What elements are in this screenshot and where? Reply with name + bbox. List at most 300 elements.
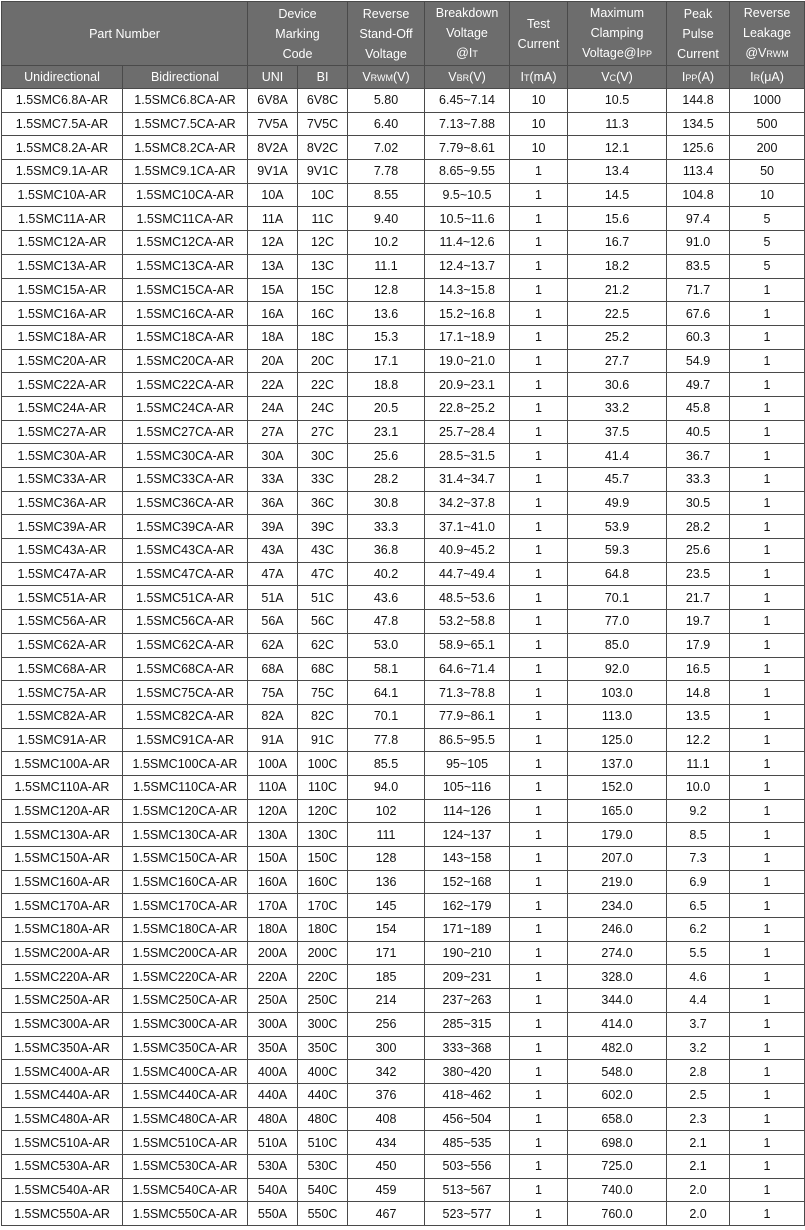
cell-bi-part: 1.5SMC36CA-AR <box>123 491 248 515</box>
cell-uni-part: 1.5SMC56A-AR <box>2 610 123 634</box>
cell-vrwm: 467 <box>348 1202 425 1226</box>
cell-vbr: 152~168 <box>425 870 510 894</box>
cell-ipp: 2.3 <box>667 1107 730 1131</box>
cell-vbr: 31.4~34.7 <box>425 468 510 492</box>
cell-vrwm: 459 <box>348 1178 425 1202</box>
cell-bi-mark: 39C <box>298 515 348 539</box>
cell-uni-part: 1.5SMC350A-AR <box>2 1036 123 1060</box>
cell-ipp: 2.1 <box>667 1131 730 1155</box>
cell-bi-part: 1.5SMC16CA-AR <box>123 302 248 326</box>
cell-it: 1 <box>510 231 568 255</box>
cell-bi-mark: 75C <box>298 681 348 705</box>
table-row <box>2 704 805 728</box>
cell-ipp: 21.7 <box>667 586 730 610</box>
cell-vbr: 6.45~7.14 <box>425 89 510 113</box>
cell-vbr: 7.79~8.61 <box>425 136 510 160</box>
cell-bi-part: 1.5SMC480CA-AR <box>123 1107 248 1131</box>
cell-it: 1 <box>510 278 568 302</box>
cell-bi-mark: 36C <box>298 491 348 515</box>
cell-bi-mark: 150C <box>298 847 348 871</box>
cell-uni-mark: 24A <box>248 396 298 420</box>
cell-vbr: 9.5~10.5 <box>425 183 510 207</box>
cell-bi-mark: 27C <box>298 420 348 444</box>
table-row <box>2 586 805 610</box>
cell-it: 1 <box>510 491 568 515</box>
cell-ipp: 5.5 <box>667 941 730 965</box>
cell-vrwm: 30.8 <box>348 491 425 515</box>
cell-uni-mark: 12A <box>248 231 298 255</box>
cell-ipp: 40.5 <box>667 420 730 444</box>
subheader-ipp: IPP(A) <box>667 66 730 89</box>
cell-uni-mark: 400A <box>248 1060 298 1084</box>
cell-uni-mark: 43A <box>248 539 298 563</box>
table-row <box>2 373 805 397</box>
table-header <box>2 2 805 89</box>
cell-uni-part: 1.5SMC120A-AR <box>2 799 123 823</box>
cell-vrwm: 450 <box>348 1154 425 1178</box>
cell-bi-part: 1.5SMC20CA-AR <box>123 349 248 373</box>
cell-vrwm: 77.8 <box>348 728 425 752</box>
cell-vc: 698.0 <box>568 1131 667 1155</box>
cell-vbr: 20.9~23.1 <box>425 373 510 397</box>
cell-bi-part: 1.5SMC91CA-AR <box>123 728 248 752</box>
cell-ipp: 83.5 <box>667 254 730 278</box>
cell-bi-part: 1.5SMC56CA-AR <box>123 610 248 634</box>
cell-uni-mark: 8V2A <box>248 136 298 160</box>
cell-vc: 113.0 <box>568 704 667 728</box>
cell-bi-mark: 400C <box>298 1060 348 1084</box>
cell-bi-mark: 11C <box>298 207 348 231</box>
cell-bi-part: 1.5SMC200CA-AR <box>123 941 248 965</box>
cell-uni-mark: 82A <box>248 704 298 728</box>
cell-ipp: 125.6 <box>667 136 730 160</box>
cell-bi-part: 1.5SMC120CA-AR <box>123 799 248 823</box>
cell-vbr: 190~210 <box>425 941 510 965</box>
cell-ipp: 7.3 <box>667 847 730 871</box>
table-row <box>2 1012 805 1036</box>
cell-uni-part: 1.5SMC18A-AR <box>2 325 123 349</box>
table-row <box>2 823 805 847</box>
cell-it: 1 <box>510 799 568 823</box>
cell-vbr: 17.1~18.9 <box>425 325 510 349</box>
cell-uni-part: 1.5SMC6.8A-AR <box>2 89 123 113</box>
cell-vc: 16.7 <box>568 231 667 255</box>
cell-vrwm: 33.3 <box>348 515 425 539</box>
cell-vc: 344.0 <box>568 989 667 1013</box>
cell-ipp: 9.2 <box>667 799 730 823</box>
cell-vc: 33.2 <box>568 396 667 420</box>
cell-vc: 53.9 <box>568 515 667 539</box>
cell-it: 1 <box>510 325 568 349</box>
cell-vc: 10.5 <box>568 89 667 113</box>
cell-ipp: 17.9 <box>667 633 730 657</box>
cell-ir: 1 <box>730 349 805 373</box>
table-row <box>2 89 805 113</box>
cell-ir: 1 <box>730 775 805 799</box>
table-row <box>2 278 805 302</box>
header-breakdown-voltage: Breakdown Voltage @IT <box>425 2 510 66</box>
subheader-uni: UNI <box>248 66 298 89</box>
cell-it: 1 <box>510 183 568 207</box>
cell-ir: 1 <box>730 491 805 515</box>
cell-it: 1 <box>510 704 568 728</box>
cell-ipp: 30.5 <box>667 491 730 515</box>
cell-vrwm: 256 <box>348 1012 425 1036</box>
cell-bi-part: 1.5SMC11CA-AR <box>123 207 248 231</box>
table-row <box>2 207 805 231</box>
cell-bi-mark: 30C <box>298 444 348 468</box>
cell-uni-mark: 18A <box>248 325 298 349</box>
cell-vbr: 37.1~41.0 <box>425 515 510 539</box>
subheader-ir: IR(μA) <box>730 66 805 89</box>
cell-uni-mark: 15A <box>248 278 298 302</box>
cell-ir: 1 <box>730 681 805 705</box>
table-body <box>2 89 805 1226</box>
cell-bi-part: 1.5SMC160CA-AR <box>123 870 248 894</box>
table-row <box>2 160 805 184</box>
cell-vrwm: 13.6 <box>348 302 425 326</box>
cell-vrwm: 434 <box>348 1131 425 1155</box>
cell-vrwm: 94.0 <box>348 775 425 799</box>
cell-vbr: 485~535 <box>425 1131 510 1155</box>
cell-it: 1 <box>510 1154 568 1178</box>
cell-vrwm: 128 <box>348 847 425 871</box>
cell-uni-mark: 540A <box>248 1178 298 1202</box>
cell-bi-mark: 8V2C <box>298 136 348 160</box>
cell-vbr: 25.7~28.4 <box>425 420 510 444</box>
cell-ir: 50 <box>730 160 805 184</box>
cell-ipp: 23.5 <box>667 562 730 586</box>
cell-bi-part: 1.5SMC62CA-AR <box>123 633 248 657</box>
cell-vbr: 143~158 <box>425 847 510 871</box>
cell-vbr: 105~116 <box>425 775 510 799</box>
cell-uni-mark: 530A <box>248 1154 298 1178</box>
cell-ir: 1 <box>730 444 805 468</box>
cell-bi-mark: 43C <box>298 539 348 563</box>
table-row <box>2 136 805 160</box>
table-row <box>2 657 805 681</box>
cell-uni-part: 1.5SMC160A-AR <box>2 870 123 894</box>
table-row <box>2 1131 805 1155</box>
table-row <box>2 183 805 207</box>
cell-vbr: 71.3~78.8 <box>425 681 510 705</box>
cell-bi-part: 1.5SMC6.8CA-AR <box>123 89 248 113</box>
cell-vc: 64.8 <box>568 562 667 586</box>
cell-bi-part: 1.5SMC510CA-AR <box>123 1131 248 1155</box>
cell-bi-part: 1.5SMC220CA-AR <box>123 965 248 989</box>
cell-uni-mark: 480A <box>248 1107 298 1131</box>
cell-bi-mark: 20C <box>298 349 348 373</box>
cell-uni-mark: 11A <box>248 207 298 231</box>
cell-uni-part: 1.5SMC440A-AR <box>2 1083 123 1107</box>
cell-uni-mark: 180A <box>248 918 298 942</box>
cell-ipp: 6.5 <box>667 894 730 918</box>
table-row <box>2 894 805 918</box>
cell-it: 1 <box>510 1107 568 1131</box>
cell-bi-part: 1.5SMC18CA-AR <box>123 325 248 349</box>
cell-bi-part: 1.5SMC150CA-AR <box>123 847 248 871</box>
cell-vrwm: 15.3 <box>348 325 425 349</box>
cell-bi-mark: 510C <box>298 1131 348 1155</box>
cell-ipp: 6.9 <box>667 870 730 894</box>
cell-it: 1 <box>510 633 568 657</box>
cell-bi-mark: 300C <box>298 1012 348 1036</box>
cell-uni-part: 1.5SMC30A-AR <box>2 444 123 468</box>
cell-ir: 1 <box>730 539 805 563</box>
cell-bi-part: 1.5SMC550CA-AR <box>123 1202 248 1226</box>
cell-bi-mark: 200C <box>298 941 348 965</box>
cell-uni-mark: 7V5A <box>248 112 298 136</box>
cell-bi-part: 1.5SMC10CA-AR <box>123 183 248 207</box>
cell-bi-part: 1.5SMC30CA-AR <box>123 444 248 468</box>
cell-bi-mark: 10C <box>298 183 348 207</box>
table-row <box>2 1202 805 1226</box>
cell-vc: 30.6 <box>568 373 667 397</box>
cell-ir: 1 <box>730 657 805 681</box>
table-row <box>2 633 805 657</box>
table-row <box>2 396 805 420</box>
cell-vrwm: 9.40 <box>348 207 425 231</box>
cell-bi-part: 1.5SMC7.5CA-AR <box>123 112 248 136</box>
cell-vbr: 11.4~12.6 <box>425 231 510 255</box>
cell-it: 1 <box>510 420 568 444</box>
cell-vbr: 209~231 <box>425 965 510 989</box>
cell-bi-mark: 180C <box>298 918 348 942</box>
cell-ir: 200 <box>730 136 805 160</box>
table-row <box>2 989 805 1013</box>
cell-it: 1 <box>510 610 568 634</box>
cell-uni-mark: 300A <box>248 1012 298 1036</box>
cell-bi-part: 1.5SMC13CA-AR <box>123 254 248 278</box>
cell-it: 1 <box>510 396 568 420</box>
cell-bi-part: 1.5SMC9.1CA-AR <box>123 160 248 184</box>
cell-it: 1 <box>510 160 568 184</box>
cell-bi-part: 1.5SMC24CA-AR <box>123 396 248 420</box>
cell-uni-mark: 39A <box>248 515 298 539</box>
cell-bi-mark: 62C <box>298 633 348 657</box>
cell-vrwm: 102 <box>348 799 425 823</box>
subheader-vc: VC(V) <box>568 66 667 89</box>
cell-uni-mark: 33A <box>248 468 298 492</box>
cell-bi-mark: 56C <box>298 610 348 634</box>
cell-uni-part: 1.5SMC20A-AR <box>2 349 123 373</box>
cell-ir: 1 <box>730 1012 805 1036</box>
cell-ipp: 49.7 <box>667 373 730 397</box>
table-row <box>2 918 805 942</box>
cell-ipp: 91.0 <box>667 231 730 255</box>
cell-ipp: 3.7 <box>667 1012 730 1036</box>
cell-uni-mark: 170A <box>248 894 298 918</box>
cell-it: 1 <box>510 1083 568 1107</box>
cell-vrwm: 17.1 <box>348 349 425 373</box>
cell-uni-part: 1.5SMC24A-AR <box>2 396 123 420</box>
cell-ipp: 10.0 <box>667 775 730 799</box>
cell-vc: 12.1 <box>568 136 667 160</box>
header-test-current: Test Current <box>510 2 568 66</box>
cell-vc: 328.0 <box>568 965 667 989</box>
header-marking-code: Device Marking Code <box>248 2 348 66</box>
cell-ir: 1 <box>730 633 805 657</box>
cell-ir: 1 <box>730 847 805 871</box>
cell-ir: 1 <box>730 799 805 823</box>
cell-ipp: 4.6 <box>667 965 730 989</box>
cell-uni-part: 1.5SMC150A-AR <box>2 847 123 871</box>
cell-uni-mark: 120A <box>248 799 298 823</box>
cell-ipp: 25.6 <box>667 539 730 563</box>
cell-vrwm: 185 <box>348 965 425 989</box>
cell-bi-part: 1.5SMC350CA-AR <box>123 1036 248 1060</box>
cell-bi-part: 1.5SMC33CA-AR <box>123 468 248 492</box>
cell-vbr: 95~105 <box>425 752 510 776</box>
table-row <box>2 752 805 776</box>
cell-uni-part: 1.5SMC220A-AR <box>2 965 123 989</box>
cell-bi-part: 1.5SMC170CA-AR <box>123 894 248 918</box>
cell-uni-mark: 22A <box>248 373 298 397</box>
cell-vrwm: 36.8 <box>348 539 425 563</box>
cell-it: 1 <box>510 562 568 586</box>
cell-vrwm: 300 <box>348 1036 425 1060</box>
cell-ipp: 36.7 <box>667 444 730 468</box>
cell-it: 1 <box>510 657 568 681</box>
cell-bi-mark: 550C <box>298 1202 348 1226</box>
cell-ipp: 2.0 <box>667 1178 730 1202</box>
cell-vrwm: 171 <box>348 941 425 965</box>
cell-uni-part: 1.5SMC62A-AR <box>2 633 123 657</box>
cell-uni-part: 1.5SMC22A-AR <box>2 373 123 397</box>
cell-bi-mark: 51C <box>298 586 348 610</box>
cell-bi-mark: 160C <box>298 870 348 894</box>
cell-ipp: 54.9 <box>667 349 730 373</box>
cell-vbr: 523~577 <box>425 1202 510 1226</box>
cell-uni-part: 1.5SMC13A-AR <box>2 254 123 278</box>
table-row <box>2 491 805 515</box>
cell-vc: 70.1 <box>568 586 667 610</box>
cell-uni-mark: 150A <box>248 847 298 871</box>
cell-it: 1 <box>510 941 568 965</box>
cell-vrwm: 6.40 <box>348 112 425 136</box>
cell-ir: 500 <box>730 112 805 136</box>
cell-vc: 165.0 <box>568 799 667 823</box>
cell-ir: 1 <box>730 894 805 918</box>
cell-ir: 1 <box>730 965 805 989</box>
cell-uni-part: 1.5SMC510A-AR <box>2 1131 123 1155</box>
table-row <box>2 610 805 634</box>
cell-uni-part: 1.5SMC47A-AR <box>2 562 123 586</box>
cell-ir: 1 <box>730 823 805 847</box>
header-clamping-voltage: Maximum Clamping Voltage@IPP <box>568 2 667 66</box>
table-row <box>2 1154 805 1178</box>
cell-bi-mark: 540C <box>298 1178 348 1202</box>
cell-vrwm: 111 <box>348 823 425 847</box>
cell-vrwm: 23.1 <box>348 420 425 444</box>
cell-bi-mark: 9V1C <box>298 160 348 184</box>
cell-uni-part: 1.5SMC300A-AR <box>2 1012 123 1036</box>
cell-vbr: 285~315 <box>425 1012 510 1036</box>
table-row <box>2 728 805 752</box>
cell-vc: 658.0 <box>568 1107 667 1131</box>
cell-bi-mark: 7V5C <box>298 112 348 136</box>
cell-uni-mark: 6V8A <box>248 89 298 113</box>
cell-ir: 1 <box>730 1036 805 1060</box>
cell-bi-part: 1.5SMC100CA-AR <box>123 752 248 776</box>
cell-uni-mark: 75A <box>248 681 298 705</box>
cell-bi-part: 1.5SMC400CA-AR <box>123 1060 248 1084</box>
cell-vrwm: 145 <box>348 894 425 918</box>
cell-uni-mark: 9V1A <box>248 160 298 184</box>
subheader-it: IT(mA) <box>510 66 568 89</box>
cell-bi-part: 1.5SMC15CA-AR <box>123 278 248 302</box>
cell-vc: 13.4 <box>568 160 667 184</box>
cell-bi-mark: 82C <box>298 704 348 728</box>
cell-uni-part: 1.5SMC130A-AR <box>2 823 123 847</box>
cell-uni-mark: 20A <box>248 349 298 373</box>
cell-vc: 41.4 <box>568 444 667 468</box>
cell-uni-part: 1.5SMC68A-AR <box>2 657 123 681</box>
cell-ir: 1 <box>730 941 805 965</box>
cell-it: 1 <box>510 1131 568 1155</box>
cell-bi-mark: 120C <box>298 799 348 823</box>
cell-ipp: 45.8 <box>667 396 730 420</box>
cell-it: 1 <box>510 444 568 468</box>
cell-vbr: 237~263 <box>425 989 510 1013</box>
cell-vc: 49.9 <box>568 491 667 515</box>
subheader-bidirectional: Bidirectional <box>123 66 248 89</box>
cell-vc: 179.0 <box>568 823 667 847</box>
cell-uni-part: 1.5SMC180A-AR <box>2 918 123 942</box>
cell-ir: 1 <box>730 610 805 634</box>
cell-vc: 274.0 <box>568 941 667 965</box>
cell-uni-part: 1.5SMC550A-AR <box>2 1202 123 1226</box>
cell-bi-part: 1.5SMC68CA-AR <box>123 657 248 681</box>
cell-ipp: 134.5 <box>667 112 730 136</box>
cell-vc: 103.0 <box>568 681 667 705</box>
table-row <box>2 1036 805 1060</box>
cell-bi-part: 1.5SMC8.2CA-AR <box>123 136 248 160</box>
cell-bi-mark: 440C <box>298 1083 348 1107</box>
cell-vbr: 34.2~37.8 <box>425 491 510 515</box>
cell-uni-part: 1.5SMC43A-AR <box>2 539 123 563</box>
table-row <box>2 539 805 563</box>
cell-ipp: 13.5 <box>667 704 730 728</box>
cell-it: 1 <box>510 1178 568 1202</box>
cell-bi-part: 1.5SMC180CA-AR <box>123 918 248 942</box>
cell-uni-mark: 47A <box>248 562 298 586</box>
cell-uni-mark: 220A <box>248 965 298 989</box>
cell-vbr: 124~137 <box>425 823 510 847</box>
cell-bi-part: 1.5SMC47CA-AR <box>123 562 248 586</box>
cell-uni-mark: 10A <box>248 183 298 207</box>
cell-vbr: 418~462 <box>425 1083 510 1107</box>
cell-uni-mark: 200A <box>248 941 298 965</box>
cell-ipp: 4.4 <box>667 989 730 1013</box>
cell-vrwm: 10.2 <box>348 231 425 255</box>
cell-bi-mark: 16C <box>298 302 348 326</box>
cell-it: 1 <box>510 468 568 492</box>
cell-uni-part: 1.5SMC11A-AR <box>2 207 123 231</box>
cell-vc: 92.0 <box>568 657 667 681</box>
cell-ipp: 12.2 <box>667 728 730 752</box>
cell-ir: 5 <box>730 207 805 231</box>
cell-bi-part: 1.5SMC22CA-AR <box>123 373 248 397</box>
cell-ir: 1 <box>730 420 805 444</box>
cell-ir: 1 <box>730 1202 805 1226</box>
cell-it: 1 <box>510 752 568 776</box>
cell-vbr: 333~368 <box>425 1036 510 1060</box>
table-row <box>2 1083 805 1107</box>
cell-ipp: 11.1 <box>667 752 730 776</box>
cell-bi-mark: 350C <box>298 1036 348 1060</box>
table-row <box>2 965 805 989</box>
